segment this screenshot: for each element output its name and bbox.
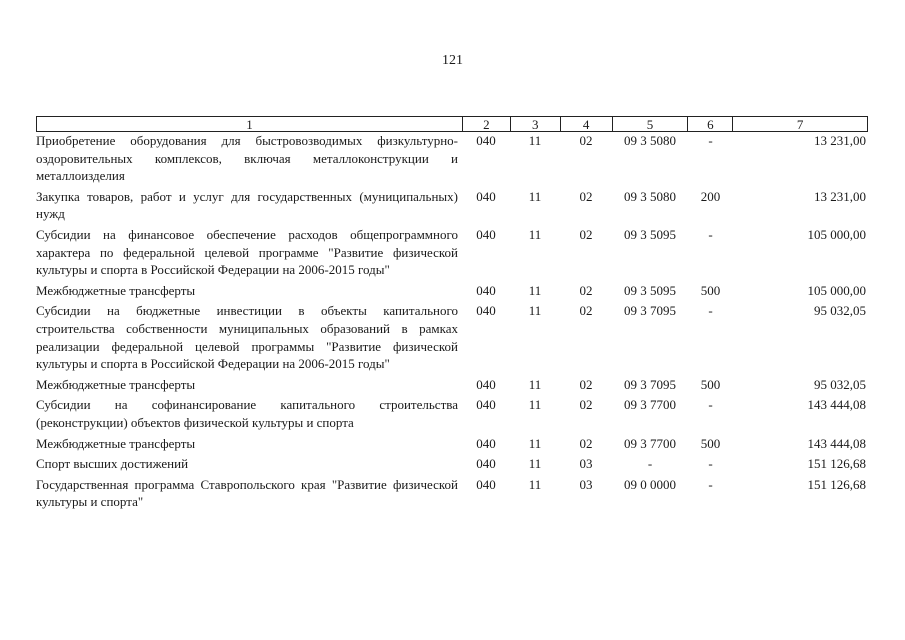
row-col-6: - — [708, 397, 713, 413]
row-col-3: 11 — [528, 397, 542, 413]
row-col-5: 09 3 7700 — [624, 397, 676, 413]
budget-table — [36, 116, 868, 514]
row-col-5: 09 3 7095 — [624, 376, 676, 392]
row-name: Приобретение оборудования для быстровозводимых физкультурно-оздоровительных комплексов, включая металлоконструкции и металлоизделия — [36, 133, 458, 184]
row-col-3: 11 — [528, 188, 542, 204]
header-col-5: 5 — [612, 117, 688, 131]
header-col-4: 4 — [560, 117, 612, 131]
row-name: Спорт высших достижений — [36, 456, 189, 472]
row-col-2: 040 — [476, 303, 496, 319]
row-name: Межбюджетные трансферты — [36, 435, 196, 451]
table-row — [36, 226, 868, 279]
row-col-6: 500 — [700, 282, 721, 298]
table-row — [36, 188, 868, 223]
row-col-2: 040 — [476, 476, 496, 492]
header-col-7: 7 — [732, 117, 867, 131]
row-amount: 13 231,00 — [814, 188, 866, 204]
row-col-3: 11 — [528, 456, 542, 472]
row-col-4: 02 — [579, 226, 593, 242]
row-col-2: 040 — [476, 435, 496, 451]
row-name: Субсидии на софинансирование капитального строительства (реконструкции) объектов физической культуры и спорта — [36, 397, 458, 430]
row-amount: 95 032,05 — [814, 376, 866, 392]
row-col-3: 11 — [528, 376, 542, 392]
row-col-3: 11 — [528, 476, 542, 492]
page-number: 121 — [442, 53, 463, 68]
table-row — [36, 282, 868, 300]
row-name: Закупка товаров, работ и услуг для государственных (муниципальных) нужд — [36, 188, 458, 222]
row-amount: 143 444,08 — [807, 435, 866, 451]
table-row — [36, 476, 868, 511]
table-row — [36, 435, 868, 453]
row-col-3: 11 — [528, 133, 542, 148]
row-col-4: 02 — [579, 435, 593, 451]
row-col-6: 200 — [700, 188, 721, 204]
row-col-6: - — [708, 133, 713, 148]
row-col-4: 03 — [579, 456, 593, 472]
table-header — [36, 116, 868, 132]
row-col-4: 02 — [579, 188, 593, 204]
table-row — [36, 302, 868, 372]
row-col-2: 040 — [476, 397, 496, 413]
header-col-3: 3 — [510, 117, 560, 131]
row-col-2: 040 — [476, 376, 496, 392]
row-col-5: 09 3 5080 — [624, 133, 676, 148]
row-amount: 151 126,68 — [807, 476, 866, 492]
row-amount: 151 126,68 — [807, 456, 866, 472]
row-col-5: 09 3 7700 — [624, 435, 676, 451]
row-col-5: 09 3 7095 — [624, 303, 676, 319]
row-amount: 105 000,00 — [807, 226, 866, 242]
header-col-1: 1 — [246, 117, 253, 132]
row-col-5: 09 3 5095 — [624, 226, 676, 242]
row-col-2: 040 — [476, 133, 496, 148]
row-col-3: 11 — [528, 282, 542, 298]
row-name: Государственная программа Ставропольского края "Развитие физической культуры и спорта" — [36, 476, 458, 510]
row-col-5: 09 3 5080 — [624, 188, 676, 204]
header-col-2: 2 — [462, 117, 510, 131]
row-col-6: 500 — [700, 435, 721, 451]
row-col-3: 11 — [528, 303, 542, 319]
table-row — [36, 376, 868, 394]
row-col-6: - — [708, 476, 713, 492]
row-col-5: 09 3 5095 — [624, 282, 676, 298]
row-col-4: 03 — [579, 476, 593, 492]
row-col-3: 11 — [528, 226, 542, 242]
row-amount: 143 444,08 — [807, 397, 866, 413]
row-col-4: 02 — [579, 133, 593, 148]
row-amount: 95 032,05 — [814, 303, 866, 319]
row-col-4: 02 — [579, 282, 593, 298]
row-col-4: 02 — [579, 397, 593, 413]
row-col-5: - — [647, 456, 653, 472]
row-col-6: - — [708, 456, 713, 472]
row-col-6: 500 — [700, 376, 721, 392]
row-col-4: 02 — [579, 376, 593, 392]
row-col-2: 040 — [476, 282, 496, 298]
row-col-2: 040 — [476, 456, 496, 472]
header-col-6: 6 — [687, 117, 732, 131]
row-amount: 105 000,00 — [807, 282, 866, 298]
table-row — [36, 396, 868, 431]
row-col-4: 02 — [579, 303, 593, 319]
row-name: Межбюджетные трансферты — [36, 376, 196, 392]
row-col-6: - — [708, 226, 713, 242]
row-col-5: 09 0 0000 — [624, 476, 676, 492]
row-col-6: - — [708, 303, 713, 319]
row-name: Субсидии на финансовое обеспечение расходов общепрограммного характера по федеральной целевой программе "Развитие физической культуры и спорта в Российской Федерации на 2006-2015 годы" — [36, 226, 458, 278]
table-row — [36, 455, 868, 473]
table-row — [36, 132, 868, 185]
row-col-2: 040 — [476, 226, 496, 242]
row-amount: 13 231,00 — [814, 133, 866, 148]
row-col-2: 040 — [476, 188, 496, 204]
row-name: Межбюджетные трансферты — [36, 282, 196, 298]
row-col-3: 11 — [528, 435, 542, 451]
row-name: Субсидии на бюджетные инвестиции в объекты капитального строительства собственности муниципальных образований в рамках реализации федеральной целевой программы "Развитие физической культуры и спорта в Российской Федерации на 2006-2015 годы" — [36, 303, 458, 372]
